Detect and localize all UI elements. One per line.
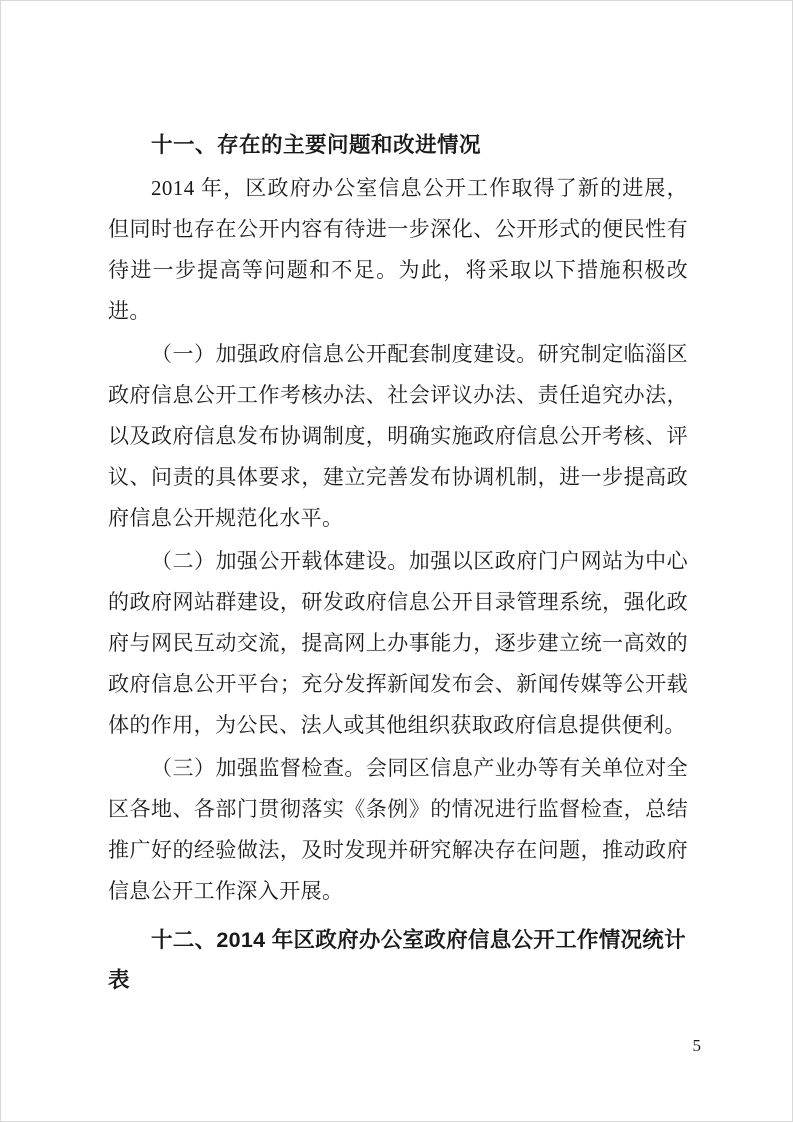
paragraph-intro: 2014 年，区政府办公室信息公开工作取得了新的进展，但同时也存在公开内容有待进一步深化、公开形式的便民性有待进一步提高等问题和不足。为此，将采取以下措施积极改进。 — [108, 176, 688, 323]
document-body — [108, 128, 688, 1000]
paragraph-item-one: （一）加强政府信息公开配套制度建设。研究制定临淄区政府信息公开工作考核办法、社会评议办法、责任追究办法，以及政府信息发布协调制度，明确实施政府信息公开考核、评议、问责的具体要求，建立完善发布协调机制，进一步提高政府信息公开规范化水平。 — [108, 342, 688, 530]
paragraph-item-two: （二）加强公开载体建设。加强以区政府门户网站为中心的政府网站群建设，研发政府信息公开目录管理系统，强化政府与网民互动交流，提高网上办事能力，逐步建立统一高效的政府信息公开平台；充分发挥新闻发布会、新闻传媒等公开载体的作用，为公民、法人或其他组织获取政府信息提供便利。 — [108, 549, 688, 737]
section-heading-eleven: 十一、存在的主要问题和改进情况 — [151, 133, 482, 157]
page-number: 5 — [692, 1036, 701, 1055]
paragraph-item-three: （三）加强监督检查。会同区信息产业办等有关单位对全区各地、各部门贯彻落实《条例》的情况进行监督检查，总结推广好的经验做法，及时发现并研究解决存在问题，推动政府信息公开工作深入开展。 — [108, 756, 688, 903]
section-heading-twelve: 十二、2014 年区政府办公室政府信息公开工作情况统计表 — [108, 928, 686, 992]
